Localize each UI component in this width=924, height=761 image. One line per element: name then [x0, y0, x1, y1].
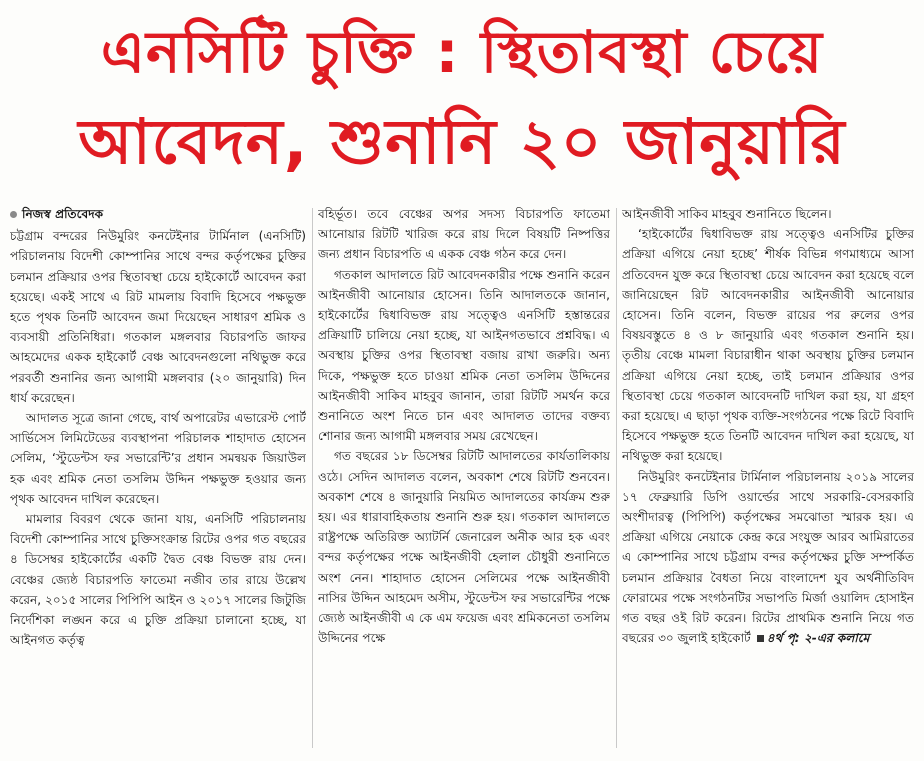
byline: [10, 204, 306, 224]
paragraph: আইনজীবী সাকিব মাহবুব শুনানিতে ছিলেন।: [622, 207, 832, 221]
paragraph: মামলার বিবরণ থেকে জানা যায়, এনসিটি পরিচালনায় বিদেশী কোম্পানির সাথে চুক্তিসংক্রান্ত রিটের ওপর গত বছরের ৪ ডিসেম্বর হাইকোর্টের একটি দ্বৈত বেঞ্চ বিভক্ত রায় দেন। বেঞ্চের জ্যেষ্ঠ বিচারপতি ফাতেমা নজীব তার রায়ে উল্লেখ করেন, ২০১৫ সালের পিপিপি আইন ও ২০১৭ সালের জিটুজি নির্দেশিকা লঙ্ঘন করে এ চুক্তি প্রক্রিয়া চালানো হচ্ছে, যা আইনগত কর্তৃত্ব: [10, 512, 306, 648]
bullet-icon: [10, 211, 17, 218]
square-bullet-icon: [757, 635, 764, 642]
headline-line-1: এনসিটি চুক্তি : স্থিতাবস্থা চেয়ে: [100, 18, 824, 86]
byline-text: নিজস্ব প্রতিবেদক: [22, 207, 104, 221]
paragraph: আদালত সূত্রে জানা গেছে, বার্থ অপারেটর এভারেস্ট পোর্ট সার্ভিসেস লিমিটেডের ব্যবস্থাপনা পরিচালক শাহাদাত হোসেন সেলিম, ‘স্টুডেন্টস ফর সভারেন্টি’র প্রধান সমন্বয়ক জিয়াউল হক এবং শ্রমিক নেতা তসলিম উদ্দিন পক্ষভুক্ত হওয়ার জন্য পৃথক আবেদন দাখিল করেছেন।: [10, 411, 306, 506]
column-1: [10, 204, 306, 752]
column-3: [622, 204, 914, 752]
paragraph: ‘হাইকোর্টের দ্বিধাবিভক্ত রায় সত্ত্বেও এনসিটির চুক্তির প্রক্রিয়া এগিয়ে নেয়া হচ্ছে’ শীর্ষক বিভিন্ন গণমাধ্যমে আসা প্রতিবেদন যুক্ত করে স্থিতাবস্থা চেয়ে আবেদন করা হয়েছে বলে জানিয়েছেন রিট আবেদনকারীর আইনজীবী আনোয়ার হোসেন। তিনি বলেন, বিভক্ত রায়ের পর রুলের ওপর বিষয়বস্তুতে ৪ ও ৮ জানুয়ারি এবং গতকাল শুনানি হয়। তৃতীয় বেঞ্চে মামলা বিচারাধীন থাকা অবস্থায় চুক্তির চলমান প্রক্রিয়া এগিয়ে নেয়া হচ্ছে, তাই চলমান প্রক্রিয়ার ওপর স্থিতাবস্থা চেয়ে গতকাল আবেদনটি দাখিল করা হয়, যা গ্রহণ করা হয়েছে। এ ছাড়া পৃথক ব্যক্তি-সংগঠনের পক্ষে রিটে বিবাদি হিসেবে পক্ষভুক্ত হতে তিনটি আবেদন দাখিল করা হয়েছে, যা নথিভুক্ত করা হয়েছে।: [622, 227, 914, 464]
article-body: [10, 204, 914, 752]
paragraph: বহির্ভূত। তবে বেঞ্চের অপর সদস্য বিচারপতি ফাতেমা আনোয়ার রিটটি খারিজ করে রায় দিলে বিষয়টি নিষ্পত্তির জন্য প্রধান বিচারপতি এ একক বেঞ্চ গঠন করে দেন।: [318, 207, 610, 262]
paragraph: চট্টগ্রাম বন্দরের নিউমুরিং কনটেইনার টার্মিনাল (এনসিটি) পরিচালনায় বিদেশী কোম্পানির সাথে বন্দর কর্তৃপক্ষের চুক্তির চলমান প্রক্রিয়ার ওপর স্থিতাবস্থা চেয়ে হাইকোর্টে আবেদন করা হয়েছে। একই সাথে এ রিট মামলায় বিবাদি হিসেবে পক্ষভুক্ত হতে পৃথক তিনটি আবেদন জমা দিয়েছেন সাধারণ শ্রমিক ও ব্যবসায়ী প্রতিনিধিরা। গতকাল মঙ্গলবার বিচারপতি জাফর আহমেদের একক হাইকোর্ট বেঞ্চ আবেদনগুলো নথিভুক্ত করে পরবর্তী শুনানির জন্য আগামী মঙ্গলবার (২০ জানুয়ারি) দিন ধার্য করেছেন।: [10, 229, 306, 405]
headline: [10, 8, 914, 203]
paragraph: গতকাল আদালতে রিট আবেদনকারীর পক্ষে শুনানি করেন আইনজীবী আনোয়ার হোসেন। তিনি আদালতকে জানান, হাইকোর্টের দ্বিধাবিভক্ত রায় সত্ত্বেও এনসিটি হস্তান্তরের প্রক্রিয়াটি চালিয়ে নেয়া হচ্ছে, যা আইনগতভাবে প্রশ্নবিদ্ধ। এ অবস্থায় চুক্তির ওপর স্থিতাবস্থা বজায় রাখা জরুরি। অন্য দিকে, পক্ষভুক্ত হতে চাওয়া শ্রমিক নেতা তসলিম উদ্দিনের আইনজীবী সাকিব মাহবুব জানান, তারা রিটটি সমর্থন করে শুনানিতে অংশ নিতে চান এবং আদালত তাদের বক্তব্য শোনার জন্য আগামী মঙ্গলবার সময় রেখেছেন।: [318, 267, 610, 444]
column-divider: [616, 208, 617, 748]
paragraph-last: [622, 467, 914, 649]
column-2: [318, 204, 610, 752]
headline-line-2: আবেদন, শুনানি ২০ জানুয়ারি: [78, 105, 846, 178]
column-divider: [312, 208, 313, 748]
paragraph: গত বছরের ১৮ ডিসেম্বর রিটটি আদালতের কার্যতালিকায় ওঠে। সেদিন আদালত বলেন, অবকাশ শেষে রিটটি শুনবেন। অবকাশ শেষে ৪ জানুয়ারি নিয়মিত আদালতের কার্যক্রম শুরু হয়। এর ধারাবাহিকতায় শুনানি শুরু হয়। গতকাল আদালতে রাষ্ট্রপক্ষে অতিরিক্ত অ্যাটর্নি জেনারেল অনীক আর হক এবং বন্দর কর্তৃপক্ষের পক্ষে আইনজীবী হেলাল চৌধুরী শুনানিতে অংশ নেন। শাহাদাত হোসেন সেলিমের পক্ষে আইনজীবী নাসির উদ্দিন আহমেদ অসীম, স্টুডেন্টস ফর সভারেন্টির পক্ষে জ্যেষ্ঠ আইনজীবী এ কে এম ফয়েজ এবং শ্রমিকনেতা তসলিম উদ্দিনের পক্ষে: [318, 449, 610, 646]
continuation-jump: ৪র্থ পৃ: ২-এর কলামে: [766, 631, 870, 646]
paragraph-text: নিউমুরিং কনটেইনার টার্মিনাল পরিচালনায় ২০১৯ সালের ১৭ ফেব্রুয়ারি ডিপি ওয়ার্ল্ডের সাথে সরকারি-বেসরকারি অংশীদারত্ব (পিপিপি) কর্তৃপক্ষের সমঝোতা স্মারক হয়। এ প্রক্রিয়া এগিয়ে নেয়াকে কেন্দ্র করে সংযুক্ত আরব আমিরাতের এ কোম্পানির সাথে চট্টগ্রাম বন্দর কর্তৃপক্ষের চুক্তি সম্পর্কিত চলমান প্রক্রিয়ার বৈধতা নিয়ে বাংলাদেশ যুব অর্থনীতিবিদ ফোরামের পক্ষে সংগঠনটির সভাপতি মির্জা ওয়ালিদ হোসাইন গত বছর ওই রিট করেন। রিটের প্রাথমিক শুনানি নিয়ে গত বছরের ৩০ জুলাই হাইকোর্ট: [622, 469, 914, 646]
